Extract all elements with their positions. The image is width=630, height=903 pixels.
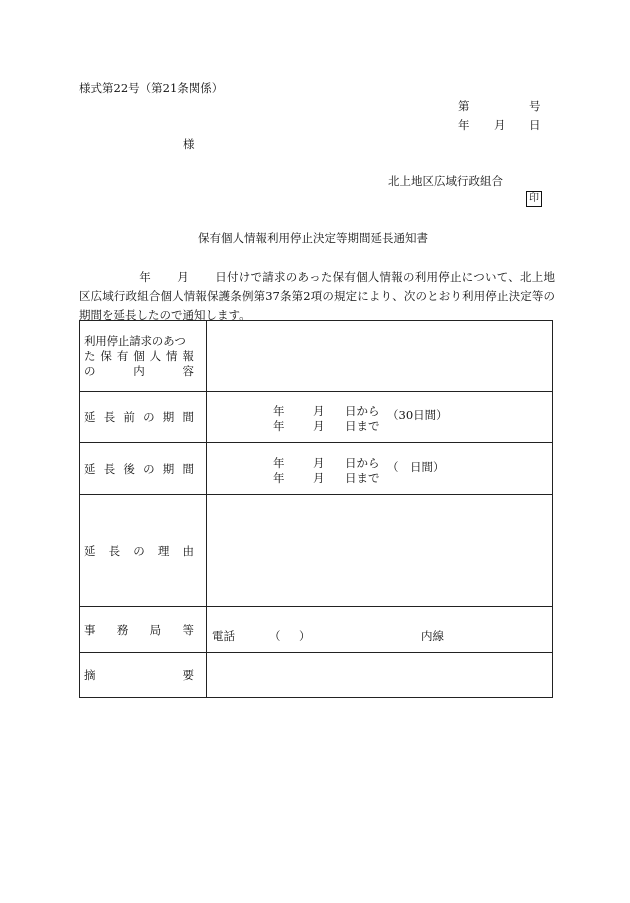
period-before-days: （30日間） (387, 408, 448, 422)
label-remarks: 摘 要 (80, 653, 207, 698)
body-paragraph (79, 268, 555, 325)
ext-label: 内線 (421, 629, 444, 643)
addressee-suffix: 様 (183, 137, 195, 151)
tel-paren-close: ） (299, 629, 311, 643)
field-extension-reason[interactable] (207, 495, 553, 607)
label-office: 事 務 局 等 (80, 607, 207, 653)
doc-number-go: 号 (529, 99, 541, 113)
row-request-content (80, 321, 553, 392)
label-period-after: 延 長 後 の 期 間 (80, 443, 207, 495)
doc-date-tsuki: 月 (494, 118, 506, 132)
doc-date-nen: 年 (458, 118, 470, 132)
document-title: 保有個人情報利用停止決定等期間延長通知書 (198, 231, 428, 245)
tel-label: 電話 (212, 629, 235, 643)
label-line-3: の 内 容 (84, 363, 194, 378)
sender-name: 北上地区広域行政組合 (388, 174, 503, 188)
period-before-from: 年 月 日から (273, 404, 380, 418)
field-remarks[interactable] (207, 653, 553, 698)
label-line-1: 利用停止請求のあつ (84, 333, 186, 348)
row-period-after (80, 443, 553, 495)
period-after-from: 年 月 日から (273, 456, 380, 470)
row-period-before (80, 392, 553, 443)
row-office (80, 607, 553, 653)
period-after-days: （ 日間） (387, 460, 445, 474)
field-office-contact[interactable] (207, 607, 553, 653)
notice-form-table (79, 320, 553, 698)
doc-date-hi: 日 (529, 118, 541, 132)
doc-number-dai: 第 (458, 99, 470, 113)
label-request-content (80, 321, 207, 392)
form-number: 様式第22号（第21条関係） (79, 81, 224, 95)
seal-mark: 印 (526, 191, 542, 207)
field-period-after[interactable] (207, 443, 553, 495)
body-tsuki: 月 (177, 270, 189, 284)
field-period-before[interactable] (207, 392, 553, 443)
label-extension-reason: 延 長 の 理 由 (80, 495, 207, 607)
field-request-content[interactable] (207, 321, 553, 392)
body-text: 日付けで請求のあった保有個人情報の利用停止について、北上地区広域行政組合個人情報保護条例第37条第2項の規定により、次のとおり利用停止決定等の期間を延長したので通知します。 (79, 270, 556, 322)
period-before-to: 年 月 日まで (273, 419, 380, 433)
tel-paren-open: （ (269, 629, 281, 643)
label-line-2: た 保 有 個 人 情 報 (84, 348, 194, 363)
label-period-before: 延 長 前 の 期 間 (80, 392, 207, 443)
period-after-to: 年 月 日まで (273, 471, 380, 485)
row-remarks (80, 653, 553, 698)
row-extension-reason (80, 495, 553, 607)
body-nen: 年 (139, 270, 151, 284)
